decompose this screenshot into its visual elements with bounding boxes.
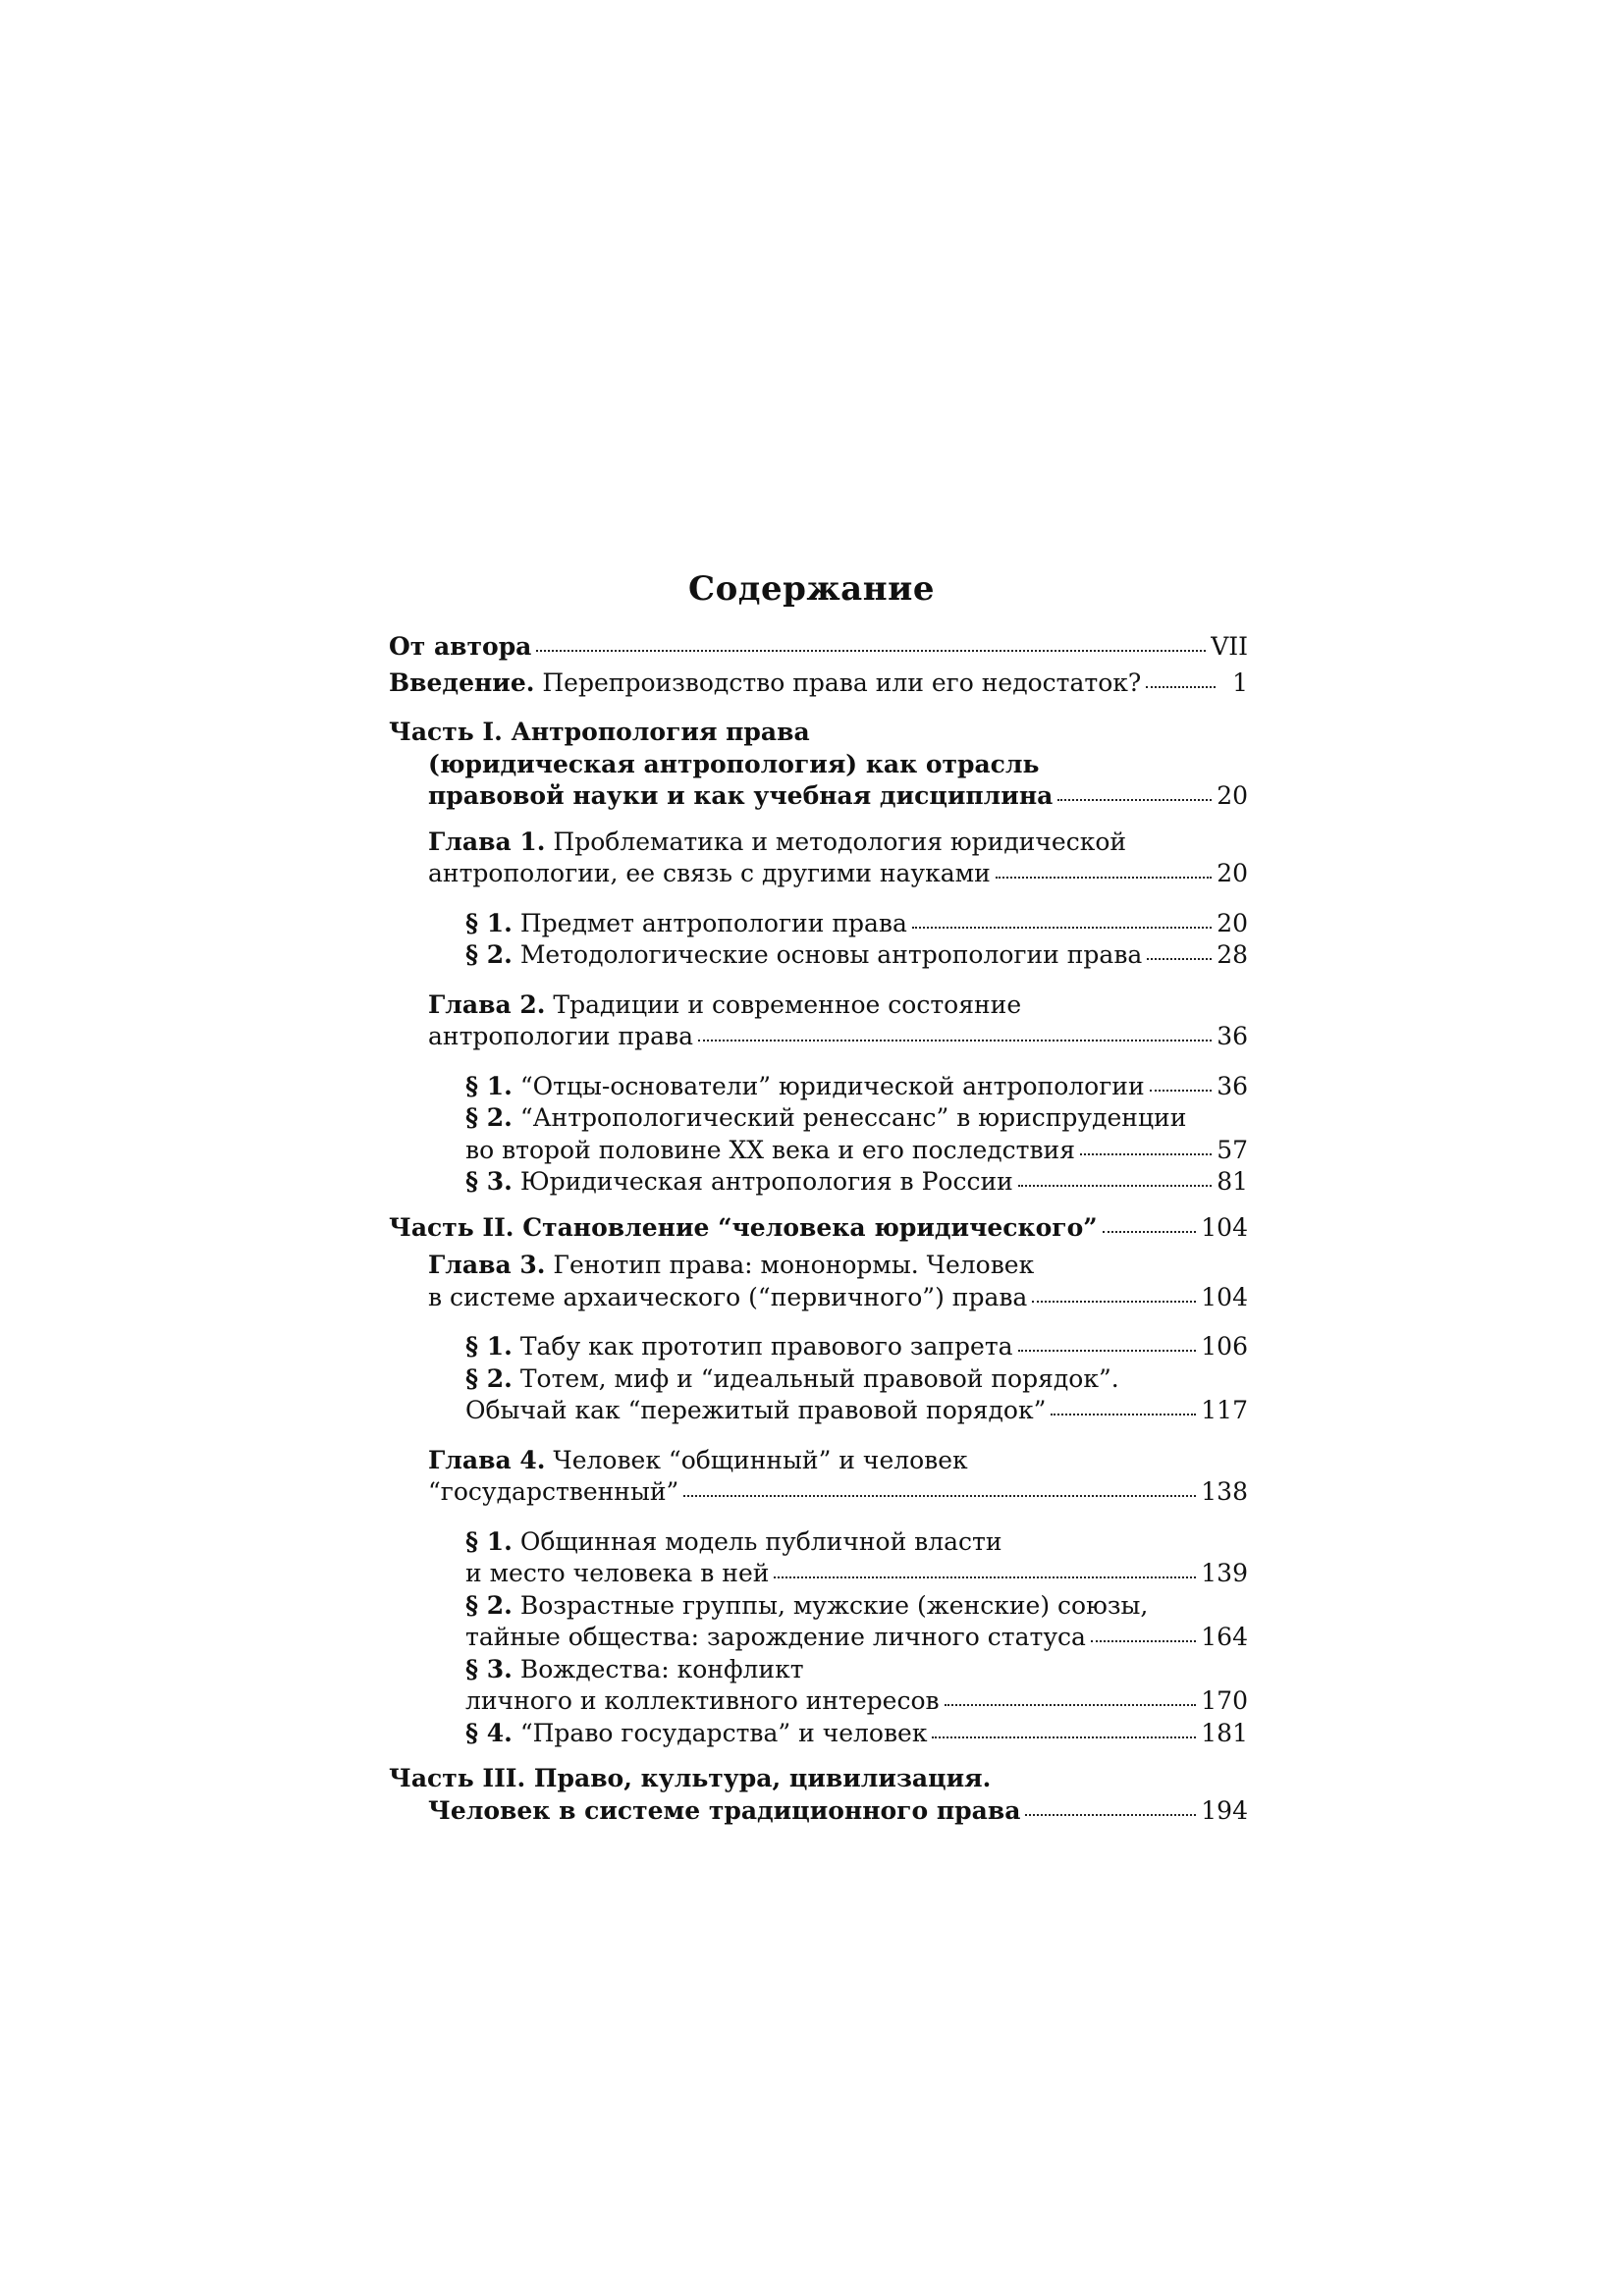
toc-entry-label: § 1. — [465, 1071, 513, 1100]
toc-entry-line: антропологии, ее связь с другими науками — [428, 859, 991, 887]
toc-entry-line: (юридическая антропология) как отрасль — [428, 749, 1040, 778]
page-number: 106 — [1201, 1332, 1248, 1361]
toc-entry-line — [389, 1363, 1248, 1396]
toc-entry-text — [465, 908, 907, 940]
dot-leader — [1091, 1640, 1196, 1642]
toc-entry-line — [389, 1526, 1248, 1559]
page-title: Содержание — [688, 569, 935, 609]
toc-entry-title: Табу как прототип правового запрета — [512, 1332, 1013, 1361]
dot-leader — [1080, 1153, 1212, 1155]
page-number: 117 — [1201, 1396, 1248, 1424]
toc-entry-ch1-section-2[interactable] — [389, 939, 1248, 972]
toc-entry-label: § 2. — [465, 1103, 513, 1132]
page-number: 104 — [1201, 1282, 1248, 1311]
toc-entry-chapter-4[interactable] — [389, 1445, 1248, 1509]
toc-entry-introduction[interactable] — [389, 667, 1248, 700]
dot-leader — [1018, 1350, 1197, 1352]
dot-leader — [1147, 958, 1212, 960]
toc-entry-title: Возрастные группы, мужские (женские) союзы, — [512, 1590, 1149, 1620]
toc-entry-title: Тотем, миф и “идеальный правовой порядок”. — [512, 1363, 1119, 1393]
toc-entry-line: личного и коллективного интересов — [465, 1686, 940, 1715]
page-number: 28 — [1217, 940, 1248, 969]
toc-entry-ch1-section-1[interactable] — [389, 908, 1248, 940]
toc-entry-ch4-section-4[interactable] — [389, 1718, 1248, 1750]
toc-entry-label: Глава 2. — [428, 989, 546, 1019]
dot-leader — [1150, 1090, 1213, 1092]
toc-entry-title: Вождества: конфликт — [512, 1654, 804, 1683]
page-number: 36 — [1217, 1022, 1248, 1050]
dot-leader — [698, 1040, 1212, 1041]
page-number: 81 — [1217, 1167, 1248, 1196]
toc-entry-label: § 4. — [465, 1718, 513, 1747]
toc-entry-line — [389, 989, 1248, 1022]
toc-entry-label: Часть II. Становление “человека юридического” — [389, 1212, 1098, 1242]
toc-entry-title: Генотип права: мононормы. Человек — [545, 1251, 1035, 1279]
dot-leader — [1103, 1231, 1197, 1233]
toc-entry-part-1[interactable] — [389, 717, 1248, 813]
page-number: 164 — [1201, 1623, 1248, 1651]
dot-leader — [774, 1576, 1196, 1578]
dot-leader — [1018, 1185, 1212, 1187]
toc-entry-text — [465, 1331, 1013, 1363]
dot-leader — [536, 650, 1206, 652]
toc-entry-line — [389, 1590, 1248, 1623]
dot-leader — [945, 1704, 1197, 1706]
toc-entry-part-2[interactable] — [389, 1212, 1248, 1245]
toc-entry-line — [389, 1654, 1248, 1686]
toc-entry-ch4-section-3[interactable] — [389, 1654, 1248, 1718]
toc-entry-label: Глава 3. — [428, 1251, 546, 1279]
toc-entry-line — [389, 1250, 1248, 1282]
toc-entry-title: “Отцы-основатели” юридической антропологии — [512, 1071, 1145, 1100]
toc-entry-line — [389, 1445, 1248, 1477]
toc-entry-line: “государственный” — [428, 1477, 679, 1506]
toc-entry-title: Перепроизводство права или его недостаток? — [534, 667, 1142, 697]
toc-entry-ch2-section-2[interactable] — [389, 1102, 1248, 1166]
toc-entry-line: правовой науки и как учебная дисциплина — [428, 781, 1054, 810]
toc-entry-chapter-1[interactable] — [389, 827, 1248, 890]
page-number: 194 — [1201, 1795, 1248, 1825]
dot-leader — [1057, 799, 1212, 801]
toc-entry-ch3-section-2[interactable] — [389, 1363, 1248, 1427]
page-number: 138 — [1201, 1477, 1248, 1506]
toc-entry-label: § 2. — [465, 1590, 513, 1620]
toc-entry-text — [465, 1071, 1145, 1103]
toc-entry-ch3-section-1[interactable] — [389, 1331, 1248, 1363]
page-number: 20 — [1217, 781, 1248, 810]
dot-leader — [683, 1495, 1196, 1497]
toc-entry-title: Юридическая антропология в России — [512, 1167, 1013, 1196]
toc-entry-chapter-2[interactable] — [389, 989, 1248, 1053]
toc-entry-ch4-section-2[interactable] — [389, 1590, 1248, 1654]
toc-entry-title: Проблематика и методология юридической — [545, 827, 1127, 856]
toc-entry-ch2-section-1[interactable] — [389, 1071, 1248, 1103]
toc-entry-label: § 3. — [465, 1167, 513, 1196]
page-number: 104 — [1201, 1212, 1248, 1242]
toc-entry-line — [389, 827, 1248, 859]
toc-entry-chapter-3[interactable] — [389, 1250, 1248, 1313]
toc-entry-text — [465, 1166, 1013, 1199]
page-number: 20 — [1217, 908, 1248, 937]
toc-entry-label: § 2. — [465, 940, 513, 969]
toc-entry-line: тайные общества: зарождение личного статуса — [465, 1623, 1086, 1651]
page-number: 57 — [1217, 1135, 1248, 1164]
toc-entry-title: Традиции и современное состояние — [545, 989, 1022, 1019]
dot-leader — [1146, 686, 1216, 688]
page-number: 170 — [1201, 1686, 1248, 1715]
toc-entry-label: § 2. — [465, 1363, 513, 1393]
toc-entry-label: От автора — [389, 632, 532, 661]
toc-entry-label: Глава 1. — [428, 827, 546, 856]
toc-entry-line: во второй половине XX века и его последствия — [465, 1135, 1075, 1164]
toc-entry-title: Предмет антропологии права — [512, 908, 907, 937]
toc-entry-line: Обычай как “пережитый правовой порядок” — [465, 1396, 1047, 1424]
dot-leader — [932, 1736, 1196, 1738]
toc-entry-title: “Право государства” и человек — [512, 1718, 928, 1747]
dot-leader — [912, 927, 1212, 929]
toc-entry-label: § 1. — [465, 1526, 513, 1556]
dot-leader — [1025, 1814, 1196, 1816]
toc-entry-ch2-section-3[interactable] — [389, 1166, 1248, 1199]
toc-entry-label: § 1. — [465, 908, 513, 937]
page-number: 36 — [1217, 1071, 1248, 1100]
toc-entry-ch4-section-1[interactable] — [389, 1526, 1248, 1590]
toc-entry-part-3[interactable] — [389, 1763, 1248, 1827]
toc-entry-text — [465, 939, 1142, 972]
page-number: 139 — [1201, 1559, 1248, 1587]
toc-entry-line: в системе архаического (“первичного”) права — [428, 1282, 1028, 1311]
toc-entry-title: Общинная модель публичной власти — [512, 1526, 1002, 1556]
page-number: 20 — [1217, 859, 1248, 887]
toc-entry-label: Введение. — [389, 667, 535, 697]
toc-entry-line — [389, 1102, 1248, 1135]
table-of-contents — [389, 631, 1248, 1827]
toc-entry-line: Часть I. Антропология права — [389, 718, 810, 746]
toc-entry-line: антропологии права — [428, 1022, 694, 1050]
toc-entry-title: “Антропологический ренессанс” в юриспруденции — [512, 1103, 1187, 1132]
toc-entry-line: Часть III. Право, культура, цивилизация. — [389, 1764, 992, 1792]
page-number: VII — [1211, 632, 1248, 661]
toc-entry-line: и место человека в ней — [465, 1559, 770, 1587]
dot-leader — [1032, 1301, 1196, 1303]
toc-entry-line: Человек в системе традиционного права — [428, 1795, 1021, 1825]
page-number: 1 — [1232, 667, 1248, 697]
toc-entry-label: § 3. — [465, 1654, 513, 1683]
dot-leader — [996, 877, 1212, 879]
page-number: 181 — [1201, 1718, 1248, 1747]
toc-entry-text — [465, 1718, 927, 1750]
toc-entry-title: Человек “общинный” и человек — [545, 1445, 968, 1474]
toc-entry-label: § 1. — [465, 1332, 513, 1361]
toc-entry-from-author[interactable] — [389, 631, 1248, 664]
toc-entry-text — [389, 667, 1141, 700]
toc-entry-label: Глава 4. — [428, 1445, 546, 1474]
toc-entry-title: Методологические основы антропологии права — [512, 940, 1143, 969]
dot-leader — [1051, 1414, 1196, 1415]
